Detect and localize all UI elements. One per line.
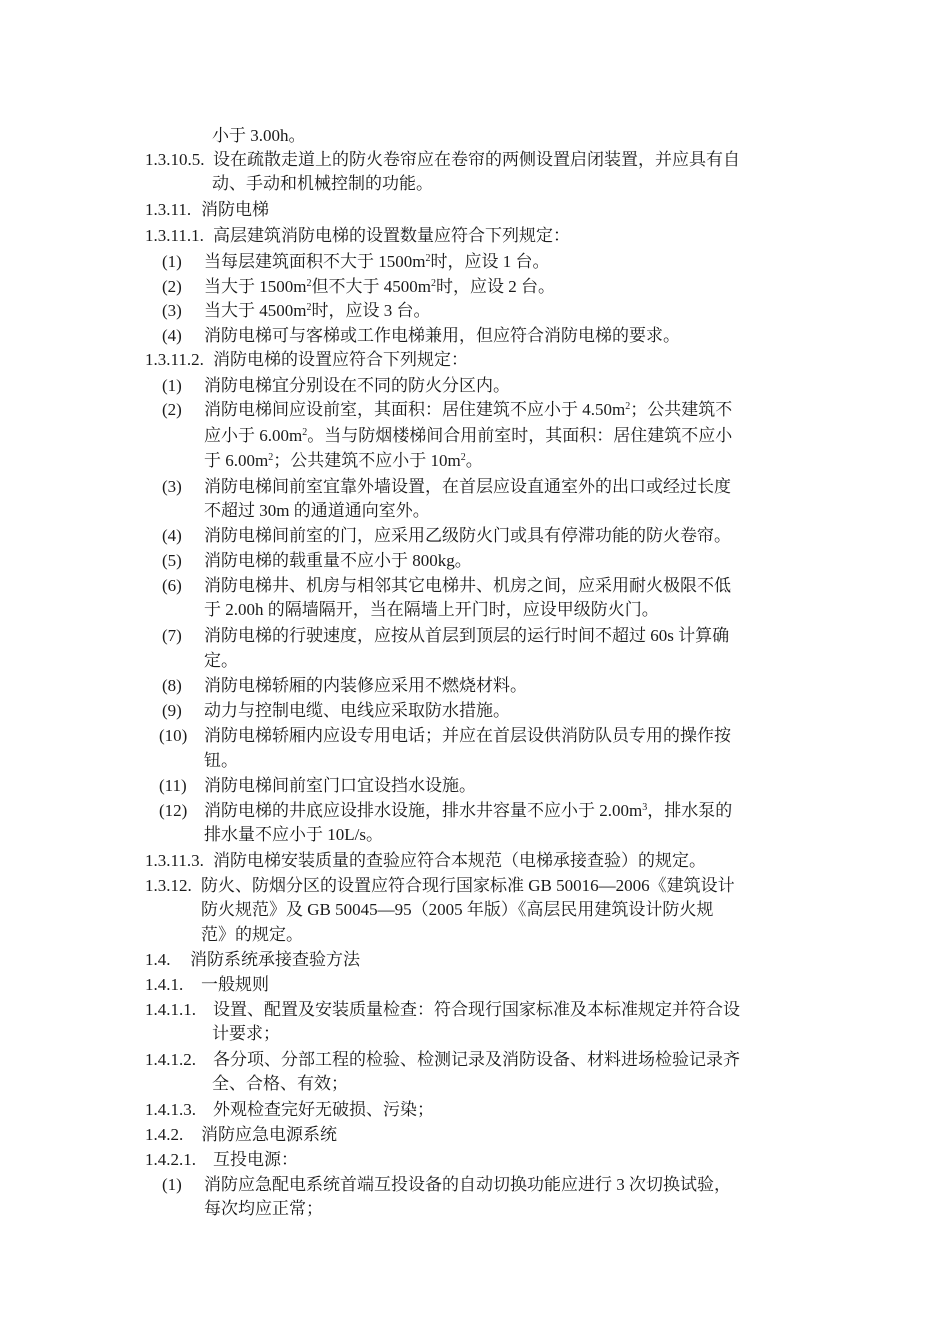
item-number: (2)	[162, 277, 182, 296]
item-number: (4)	[162, 326, 182, 345]
item-number: (2)	[162, 400, 182, 419]
text-line: 高层建筑消防电梯的设置数量应符合下列规定：	[213, 226, 570, 245]
text-line: 范》的规定。	[201, 925, 303, 944]
item-number: (7)	[162, 626, 182, 645]
section-heading: 消防电梯	[201, 200, 269, 219]
section-heading: 消防系统承接查验方法	[190, 950, 360, 969]
list-item: 消防电梯的载重量不应小于 800kg。	[204, 551, 472, 570]
item-number: (6)	[162, 576, 182, 595]
text-line: 防火规范》及 GB 50045—95（2005 年版）《高层民用建筑设计防火规	[201, 900, 714, 919]
item-number: (10)	[159, 726, 188, 745]
item-number: (4)	[162, 526, 182, 545]
item-number: (9)	[162, 701, 182, 720]
text-line: 消防电梯的设置应符合下列规定：	[213, 350, 468, 369]
text-line: 消防电梯安装质量的查验应符合本规范（电梯承接查验）的规定。	[213, 851, 706, 870]
list-item: 消防电梯井、机房与相邻其它电梯井、机房之间，应采用耐火极限不低	[204, 576, 731, 595]
list-item-continuation: 每次均应正常；	[204, 1199, 323, 1218]
section-number: 1.4.1.2.	[145, 1050, 196, 1069]
text-line: 设在疏散走道上的防火卷帘应在卷帘的两侧设置启闭装置，并应具有自	[213, 150, 740, 169]
text-line: 小于 3.00h。	[212, 126, 306, 145]
list-item-continuation: 钮。	[204, 751, 238, 770]
section-heading: 消防应急电源系统	[201, 1125, 337, 1144]
text-line: 各分项、分部工程的检验、检测记录及消防设备、材料进场检验记录齐	[213, 1050, 740, 1069]
section-number: 1.4.	[145, 950, 171, 969]
item-number: (3)	[162, 477, 182, 496]
section-number: 1.3.11.1.	[145, 226, 204, 245]
item-number: (8)	[162, 676, 182, 695]
list-item-continuation: 于 2.00h 的隔墙隔开，当在隔墙上开门时，应设甲级防火门。	[204, 600, 659, 619]
list-item-continuation: 于 $6.00m^2$；公共建筑不应小于 $10m^2$。	[204, 451, 483, 470]
text-line: 全、合格、有效；	[212, 1074, 348, 1093]
list-item-continuation: 不超过 30m 的通道通向室外。	[204, 501, 430, 520]
section-number: 1.4.1.1.	[145, 1000, 196, 1019]
section-number: 1.4.2.1.	[145, 1150, 196, 1169]
list-item: 当大于 $1500m^2$但不大于 $4500m^2$时，应设 2 台。	[204, 277, 555, 296]
list-item-continuation: 排水量不应小于 10L/s。	[204, 825, 383, 844]
text-line: 防火、防烟分区的设置应符合现行国家标准 GB 50016—2006《建筑设计	[201, 876, 735, 895]
item-number: (3)	[162, 301, 182, 320]
list-item: 消防应急配电系统首端互投设备的自动切换功能应进行 3 次切换试验，	[204, 1175, 731, 1194]
list-item: 消防电梯轿厢的内装修应采用不燃烧材料。	[204, 676, 527, 695]
list-item: 消防电梯的行驶速度，应按从首层到顶层的运行时间不超过 60s 计算确	[204, 626, 730, 645]
list-item: 消防电梯间前室门口宜设挡水设施。	[204, 776, 476, 795]
text-line: 计要求；	[212, 1024, 280, 1043]
item-number: (1)	[162, 376, 182, 395]
list-item: 消防电梯间前室的门，应采用乙级防火门或具有停滞功能的防火卷帘。	[204, 526, 731, 545]
list-item: 消防电梯的井底应设排水设施，排水井容量不应小于 $2.00m^3$，排水泵的	[204, 801, 733, 820]
text-line: 动、手动和机械控制的功能。	[212, 174, 433, 193]
section-number: 1.4.1.	[145, 975, 184, 994]
text-line: 互投电源：	[213, 1150, 298, 1169]
section-number: 1.3.10.5.	[145, 150, 205, 169]
section-number: 1.4.2.	[145, 1125, 184, 1144]
list-item: 消防电梯宜分别设在不同的防火分区内。	[204, 376, 510, 395]
section-number: 1.3.11.	[145, 200, 192, 219]
text-line: 外观检查完好无破损、污染；	[213, 1100, 434, 1119]
item-number: (12)	[159, 801, 188, 820]
section-heading: 一般规则	[201, 975, 269, 994]
text-line: 设置、配置及安装质量检查：符合现行国家标准及本标准规定并符合设	[213, 1000, 740, 1019]
item-number: (1)	[162, 1175, 182, 1194]
list-item-continuation: 定。	[204, 651, 238, 670]
list-item: 消防电梯间前室宜靠外墙设置，在首层应设直通室外的出口或经过长度	[204, 477, 731, 496]
item-number: (5)	[162, 551, 182, 570]
item-number: (1)	[162, 252, 182, 271]
list-item: 当大于 $4500m^2$时，应设 3 台。	[204, 301, 431, 320]
list-item: 动力与控制电缆、电线应采取防水措施。	[204, 701, 510, 720]
list-item: 消防电梯可与客梯或工作电梯兼用，但应符合消防电梯的要求。	[204, 326, 680, 345]
section-number: 1.3.11.2.	[145, 350, 204, 369]
list-item-continuation: 应小于 $6.00m^2$。当与防烟楼梯间合用前室时，其面积：居住建筑不应小	[204, 426, 733, 445]
section-number: 1.3.11.3.	[145, 851, 204, 870]
list-item: 当每层建筑面积不大于 $1500m^2$时，应设 1 台。	[204, 252, 550, 271]
item-number: (11)	[159, 776, 187, 795]
section-number: 1.4.1.3.	[145, 1100, 196, 1119]
list-item: 消防电梯轿厢内应设专用电话；并应在首层设供消防队员专用的操作按	[204, 726, 731, 745]
list-item: 消防电梯间应设前室，其面积：居住建筑不应小于 $4.50m^2$；公共建筑不	[204, 400, 733, 419]
section-number: 1.3.12.	[145, 876, 192, 895]
